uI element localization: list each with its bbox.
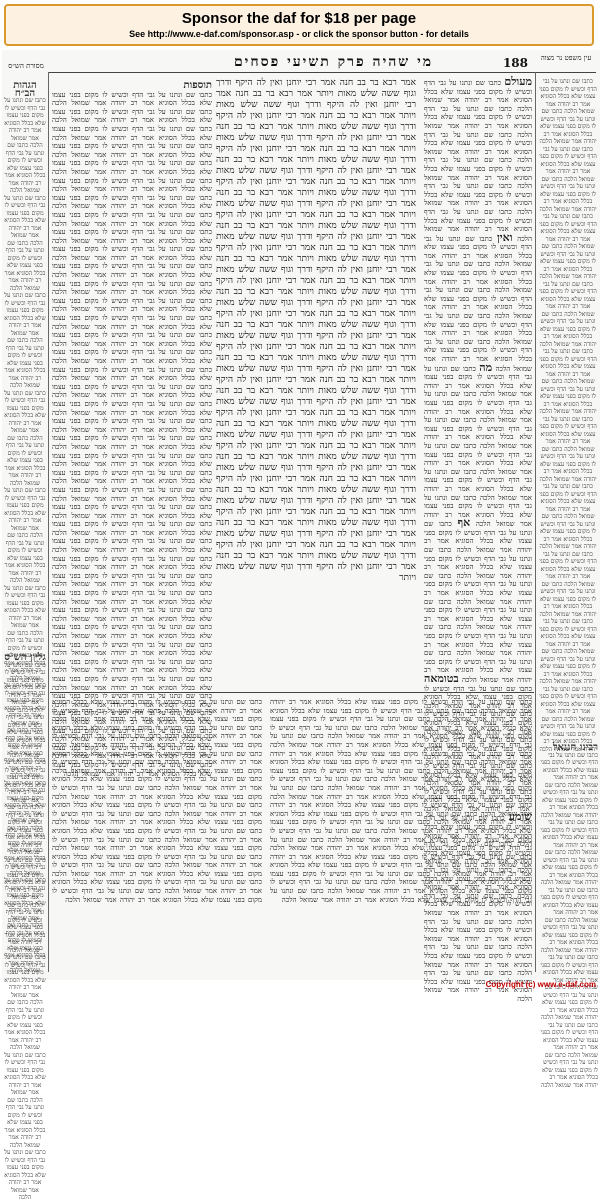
rabbeinu-chananel-column (538, 740, 598, 960)
tosafot-continuation (52, 698, 262, 968)
sponsor-banner[interactable] (4, 4, 594, 46)
talmud-page-scan (2, 50, 600, 980)
left-margin-rule (48, 72, 49, 972)
gemara-text-column (216, 78, 416, 688)
section-rule (50, 692, 534, 693)
dibur-hamatchil-2: ואין (496, 230, 513, 244)
dibur-hamatchil-3: מה (479, 360, 493, 374)
dibur-hamatchil-6: שומע (508, 810, 532, 824)
ein-mishpat-notes (538, 78, 598, 578)
right-margin-rule (535, 72, 536, 972)
dibur-hamatchil-4: אף (457, 516, 471, 530)
hagahot-habach-heading: הגהות הב״ח (13, 80, 37, 99)
rashi-column (424, 75, 532, 824)
sponsor-banner-subtitle[interactable]: See http://www.e-daf.com/sponsor.asp - or click the sponsor button - for details (129, 29, 469, 39)
rabbeinu-chananel-heading: רבינו חננאל (552, 742, 598, 753)
sponsor-banner-title: Sponsor the daf for $18 per page (181, 10, 417, 27)
masoret-hashas-notes (4, 78, 46, 638)
page-number: 188 (502, 56, 528, 70)
masoret-hashas-header: מסורת הש״ס (8, 62, 44, 70)
dibur-hamatchil-1: מעולם (504, 75, 532, 88)
ein-mishpat-header: עין משפט נר מצוה (540, 54, 592, 62)
gilyon-hashas-heading: גליון הש״ס (4, 652, 46, 663)
running-title: מי שהיה פרק תשיעי פסחים (233, 54, 434, 70)
header-rule (48, 72, 596, 73)
gilyon-hashas-notes (4, 650, 46, 960)
rashi-continuation (270, 698, 532, 968)
tosafot-column (52, 78, 212, 688)
dibur-hamatchil-5: בטומאה (424, 671, 459, 685)
tosafot-heading: תוספות (183, 80, 212, 91)
copyright-link[interactable]: Copyright (c) www.e-daf.com (485, 980, 596, 989)
